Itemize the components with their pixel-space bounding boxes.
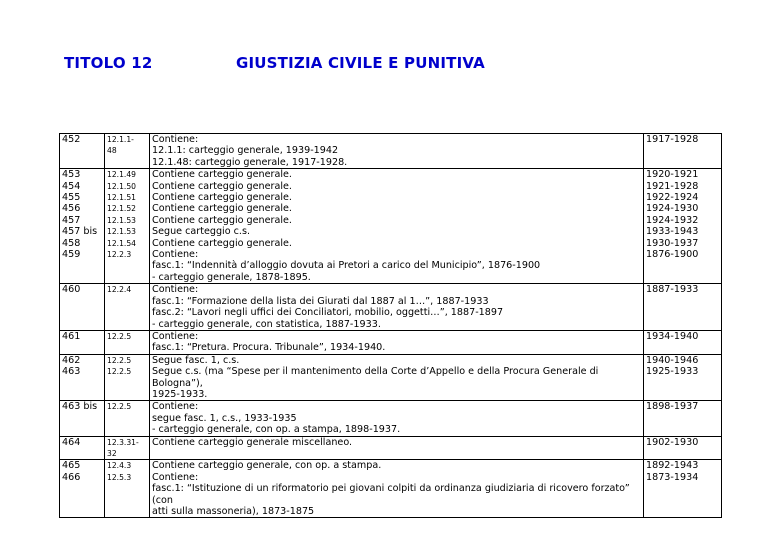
- date-range: 1933-1943: [646, 226, 699, 238]
- classification: 12.1.51: [107, 193, 136, 203]
- busta-number: 458: [62, 237, 81, 249]
- date-range: 1898-1937: [646, 401, 699, 413]
- classification: 12.3.31-: [107, 437, 139, 447]
- date-range: 1917-1928: [646, 134, 699, 145]
- description: Contiene carteggio generale.: [152, 237, 292, 249]
- classification: 12.1.49: [107, 170, 136, 180]
- description: Segue fasc. 1, c.s.: [152, 354, 240, 366]
- description-cell: [150, 354, 644, 401]
- classification: 12.2.3: [107, 250, 132, 260]
- classification-cell: [105, 284, 150, 331]
- busta-number: 459: [62, 249, 81, 261]
- classification-cell: [105, 134, 150, 169]
- description: Contiene carteggio generale, con op. a stampa.: [152, 460, 382, 472]
- busta-number: 466: [62, 471, 81, 483]
- date-range-cell: [644, 284, 722, 331]
- date-range-cell: [644, 436, 722, 460]
- description: Contiene carteggio generale.: [152, 192, 292, 204]
- title-text: GIUSTIZIA CIVILE E PUNITIVA: [236, 54, 485, 72]
- description: Contiene:: [152, 249, 199, 261]
- description: - carteggio generale, con op. a stampa, 1898-1937.: [152, 424, 401, 436]
- classification: 48: [107, 146, 117, 156]
- busta-number: 457 bis: [62, 226, 98, 238]
- description: Segue carteggio c.s.: [152, 226, 251, 238]
- table-row: [60, 436, 722, 460]
- busta-number-cell: [60, 401, 105, 436]
- classification: 12.1.50: [107, 181, 136, 191]
- date-range: 1876-1900: [646, 249, 699, 261]
- classification: 12.1.52: [107, 204, 136, 214]
- busta-number: 452: [62, 134, 81, 145]
- classification: 12.1.54: [107, 238, 136, 248]
- inventory-body: [60, 134, 722, 518]
- busta-number: 461: [62, 330, 81, 342]
- table-row: [60, 134, 722, 169]
- classification-cell: [105, 169, 150, 284]
- classification-cell: [105, 460, 150, 518]
- classification: 12.2.5: [107, 367, 132, 377]
- table-row: [60, 460, 722, 518]
- date-range: 1920-1921: [646, 169, 699, 181]
- date-range: 1902-1930: [646, 436, 699, 448]
- busta-number-cell: [60, 354, 105, 401]
- description: 1925-1933.: [152, 388, 208, 400]
- description: Contiene carteggio generale.: [152, 214, 292, 226]
- description-cell: [150, 169, 644, 284]
- busta-number: 462: [62, 354, 81, 366]
- busta-number: 454: [62, 180, 81, 192]
- busta-number-cell: [60, 330, 105, 354]
- description: atti sulla massoneria), 1873-1875: [152, 506, 315, 517]
- date-range-cell: [644, 330, 722, 354]
- table-row: [60, 284, 722, 331]
- date-range: 1887-1933: [646, 284, 699, 296]
- table-row: [60, 354, 722, 401]
- busta-number: 453: [62, 169, 81, 181]
- date-range: 1940-1946: [646, 354, 699, 366]
- table-row: [60, 330, 722, 354]
- date-range: 1925-1933: [646, 366, 699, 378]
- description: segue fasc. 1, c.s., 1933-1935: [152, 412, 297, 424]
- description: fasc.1: “Istituzione di un riformatorio pei giovani colpiti da ordinanza giudiziaria di ricovero forzato” (con: [152, 483, 630, 506]
- description: Contiene:: [152, 284, 199, 296]
- date-range: 1924-1932: [646, 214, 699, 226]
- date-range-cell: [644, 169, 722, 284]
- classification-cell: [105, 354, 150, 401]
- busta-number: 464: [62, 436, 81, 448]
- description: Contiene:: [152, 401, 199, 413]
- classification: 12.1.1-: [107, 135, 134, 144]
- table-row: [60, 169, 722, 284]
- description: Contiene:: [152, 330, 199, 342]
- date-range: 1921-1928: [646, 180, 699, 192]
- description: Contiene:: [152, 471, 199, 483]
- description-cell: [150, 284, 644, 331]
- classification: 12.1.53: [107, 227, 136, 237]
- classification: 12.5.3: [107, 472, 132, 482]
- classification: 12.4.3: [107, 461, 132, 471]
- description: Contiene carteggio generale.: [152, 169, 292, 181]
- title-number: TITOLO 12: [64, 54, 153, 72]
- description-cell: [150, 330, 644, 354]
- busta-number-cell: [60, 134, 105, 169]
- description-cell: [150, 460, 644, 518]
- busta-number-cell: [60, 436, 105, 460]
- date-range: 1934-1940: [646, 330, 699, 342]
- busta-number: 465: [62, 460, 81, 472]
- date-range-cell: [644, 460, 722, 518]
- description-cell: [150, 401, 644, 436]
- busta-number: 463 bis: [62, 401, 98, 413]
- classification-cell: [105, 330, 150, 354]
- description: - carteggio generale, 1878-1895.: [152, 271, 311, 283]
- date-range: 1873-1934: [646, 471, 699, 483]
- busta-number: 460: [62, 284, 81, 296]
- busta-number-cell: [60, 169, 105, 284]
- classification: 12.2.5: [107, 331, 132, 341]
- busta-number: 456: [62, 203, 81, 215]
- date-range-cell: [644, 134, 722, 169]
- busta-number-cell: [60, 460, 105, 518]
- busta-number-cell: [60, 284, 105, 331]
- busta-number: 455: [62, 192, 81, 204]
- date-range: 1924-1930: [646, 203, 699, 215]
- document-header: [64, 54, 768, 74]
- description: fasc.2: “Lavori negli uffici dei Conciliatori, mobilio, oggetti…”, 1887-1897: [152, 307, 504, 319]
- classification-cell: [105, 401, 150, 436]
- date-range: 1930-1937: [646, 237, 699, 249]
- description: fasc.1: “Pretura. Procura. Tribunale”, 1934-1940.: [152, 342, 386, 354]
- description: fasc.1: “Formazione della lista dei Giurati dal 1887 al 1…”, 1887-1933: [152, 295, 489, 307]
- classification: 12.2.5: [107, 355, 132, 365]
- classification: 12.2.4: [107, 285, 132, 295]
- description: Contiene carteggio generale.: [152, 203, 292, 215]
- classification: 12.2.5: [107, 402, 132, 412]
- description-cell: [150, 134, 644, 169]
- date-range: 1922-1924: [646, 192, 699, 204]
- description: Contiene:: [152, 134, 199, 145]
- description: fasc.1: “Indennità d’alloggio dovuta ai Pretori a carico del Municipio”, 1876-1900: [152, 260, 541, 272]
- busta-number: 457: [62, 214, 81, 226]
- date-range-cell: [644, 354, 722, 401]
- description: 12.1.1: carteggio generale, 1939-1942: [152, 145, 339, 157]
- date-range-cell: [644, 401, 722, 436]
- description: Contiene carteggio generale.: [152, 180, 292, 192]
- classification: 12.1.53: [107, 215, 136, 225]
- description: Segue c.s. (ma “Spese per il mantenimento della Corte d’Appello e della Procura Generale di Bologna”),: [152, 366, 599, 389]
- classification: 32: [107, 448, 117, 458]
- classification-cell: [105, 436, 150, 460]
- inventory-table: [59, 133, 722, 518]
- date-range: 1892-1943: [646, 460, 699, 472]
- description: Contiene carteggio generale miscellaneo.: [152, 436, 353, 448]
- description: - carteggio generale, con statistica, 1887-1933.: [152, 318, 381, 330]
- description-cell: [150, 436, 644, 460]
- table-row: [60, 401, 722, 436]
- busta-number: 463: [62, 366, 81, 378]
- description: 12.1.48: carteggio generale, 1917-1928.: [152, 156, 348, 168]
